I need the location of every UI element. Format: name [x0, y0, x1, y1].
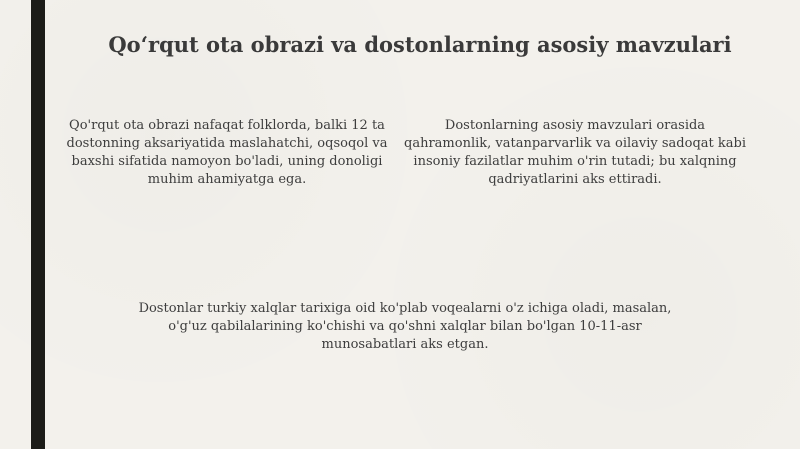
paragraph-bottom: Dostonlar turkiy xalqlar tarixiga oid ko'plab voqealarni o'z ichiga oladi, masalan, o'g'uz qabilalarining ko'chishi va qo'shni xalqlar bilan bo'lgan 10-11-asr munosabatlari aks etgan. [138, 301, 672, 352]
paragraph-left: Qo'rqut ota obrazi nafaqat folklorda, balki 12 ta dostonning aksariyatida maslahatchi, oqsoqol va baxshi sifatida namoyon bo'ladi, uning donoligi muhim ahamiyatga ega. [66, 118, 388, 187]
accent-bar [31, 0, 45, 449]
paragraph-right: Dostonlarning asosiy mavzulari orasida qahramonlik, vatanparvarlik va oilaviy sadoqat kabi insoniy fazilatlar muhim o'rin tutadi; bu xalqning qadriyatlarini aks ettiradi. [404, 118, 746, 187]
slide-title: Qoʻrqut ota obrazi va dostonlarning asosiy mavzulari [108, 32, 732, 57]
